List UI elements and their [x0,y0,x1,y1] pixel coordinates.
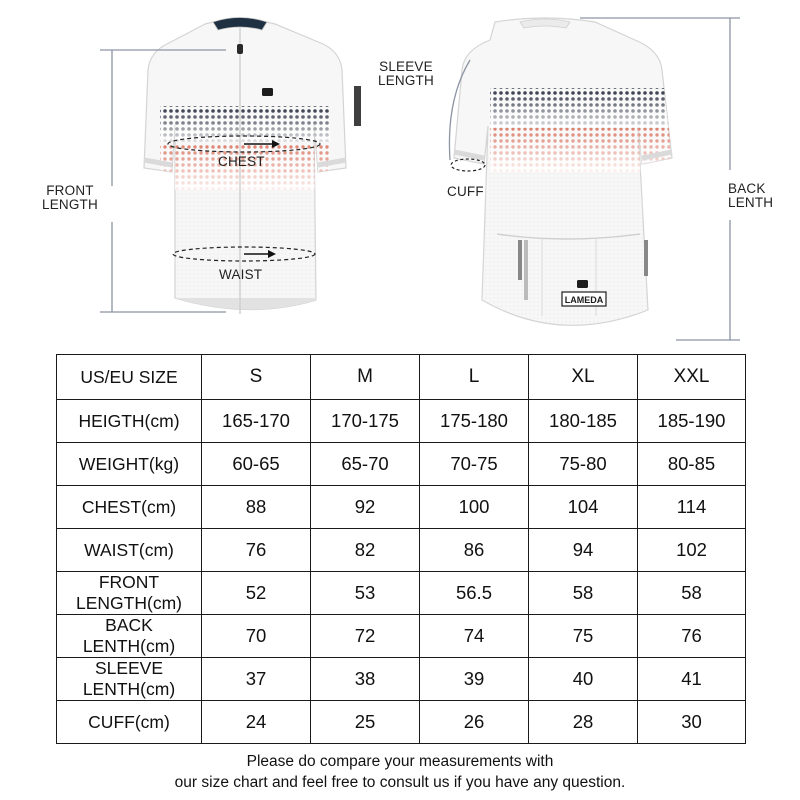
row-label-line-2: LENGTH(cm) [76,593,182,613]
row-label [57,400,202,443]
table-cell: 37 [202,658,311,701]
table-cell: 58 [638,572,746,615]
table-cell: 60-65 [202,443,311,486]
table-cell: 104 [529,486,638,529]
row-label [57,572,202,615]
footnote [0,751,800,793]
table-cell: 40 [529,658,638,701]
cuff-label-text: CUFF [447,184,484,199]
table-cell: 92 [311,486,420,529]
row-label-line-2: LENTH(cm) [82,679,176,699]
table-cell: 70 [202,615,311,658]
cuff-label [447,185,484,199]
size-s: S [202,355,311,400]
table-cell: 26 [420,701,529,744]
brand-logo-icon [262,88,273,96]
waist-label-text: WAIST [219,267,263,282]
size-header-label: US/EU SIZE [57,355,202,400]
table-cell: 170-175 [311,400,420,443]
table-row-cuff [57,701,746,744]
row-label-text: WAIST(cm) [84,539,174,560]
table-cell: 74 [420,615,529,658]
table-cell: 70-75 [420,443,529,486]
size-m: M [311,355,420,400]
footnote-line-1: Please do compare your measurements with [246,753,554,770]
table-cell: 76 [638,615,746,658]
row-label-line-1: BACK [105,615,153,635]
table-cell: 58 [529,572,638,615]
row-label [57,658,202,701]
brand-logo-icon [577,280,588,288]
table-cell: 39 [420,658,529,701]
table-cell: 185-190 [638,400,746,443]
table-cell: 86 [420,529,529,572]
row-label [57,486,202,529]
table-cell: 53 [311,572,420,615]
table-cell: 82 [311,529,420,572]
front-length-label [42,184,98,212]
table-cell: 94 [529,529,638,572]
table-cell: 25 [311,701,420,744]
table-cell: 52 [202,572,311,615]
table-cell: 175-180 [420,400,529,443]
table-row-weight [57,443,746,486]
front-length-line-2: LENGTH [42,197,98,212]
table-cell: 56.5 [420,572,529,615]
row-label-line-1: FRONT [98,572,160,592]
sleeve-length-line-2: LENGTH [378,73,434,88]
row-label-line-2: LENTH(cm) [82,636,176,656]
row-label-line-1: SLEEVE [94,658,164,678]
front-length-line-1: FRONT [46,183,94,198]
table-cell: 88 [202,486,311,529]
chest-label-text: CHEST [218,154,265,169]
table-cell: 41 [638,658,746,701]
table-cell: 30 [638,701,746,744]
table-cell: 72 [311,615,420,658]
row-label [57,443,202,486]
size-l: L [420,355,529,400]
table-cell: 75 [529,615,638,658]
back-length-line-1: BACK [728,181,766,196]
back-length-label [728,182,773,210]
size-xl: XL [529,355,638,400]
table-cell: 38 [311,658,420,701]
table-cell: 102 [638,529,746,572]
table-cell: 80-85 [638,443,746,486]
table-row-back-length [57,615,746,658]
table-cell: 28 [529,701,638,744]
table-cell: 180-185 [529,400,638,443]
table-cell: 24 [202,701,311,744]
row-label [57,615,202,658]
chest-label [218,155,265,169]
row-label-text: CHEST(cm) [81,496,177,517]
brand-logo-text: LAMEDA [564,295,604,305]
size-xxl: XXL [638,355,746,400]
table-row-sleeve-length [57,658,746,701]
back-jersey [450,18,680,340]
back-length-line-2: LENTH [728,195,774,210]
jersey-illustration [0,0,800,350]
waist-label [219,268,262,282]
footnote-line-2: our size chart and feel free to consult us if you have any question. [174,774,626,791]
table-row-front-length [57,572,746,615]
sleeve-length-label [378,60,434,88]
table-cell: 114 [638,486,746,529]
size-chart-table [56,354,746,744]
table-row-height [57,400,746,443]
row-label [57,701,202,744]
row-label-text: WEIGHT(kg) [78,453,180,474]
size-header-row [57,355,746,400]
table-cell: 76 [202,529,311,572]
table-cell: 165-170 [202,400,311,443]
row-label-text: CUFF(cm) [88,711,170,732]
table-cell: 100 [420,486,529,529]
table-row-chest [57,486,746,529]
sleeve-length-line-1: SLEEVE [379,59,433,74]
row-label [57,529,202,572]
table-cell: 75-80 [529,443,638,486]
table-cell: 65-70 [311,443,420,486]
table-row-waist [57,529,746,572]
row-label-text: HEIGTH(cm) [78,410,180,431]
